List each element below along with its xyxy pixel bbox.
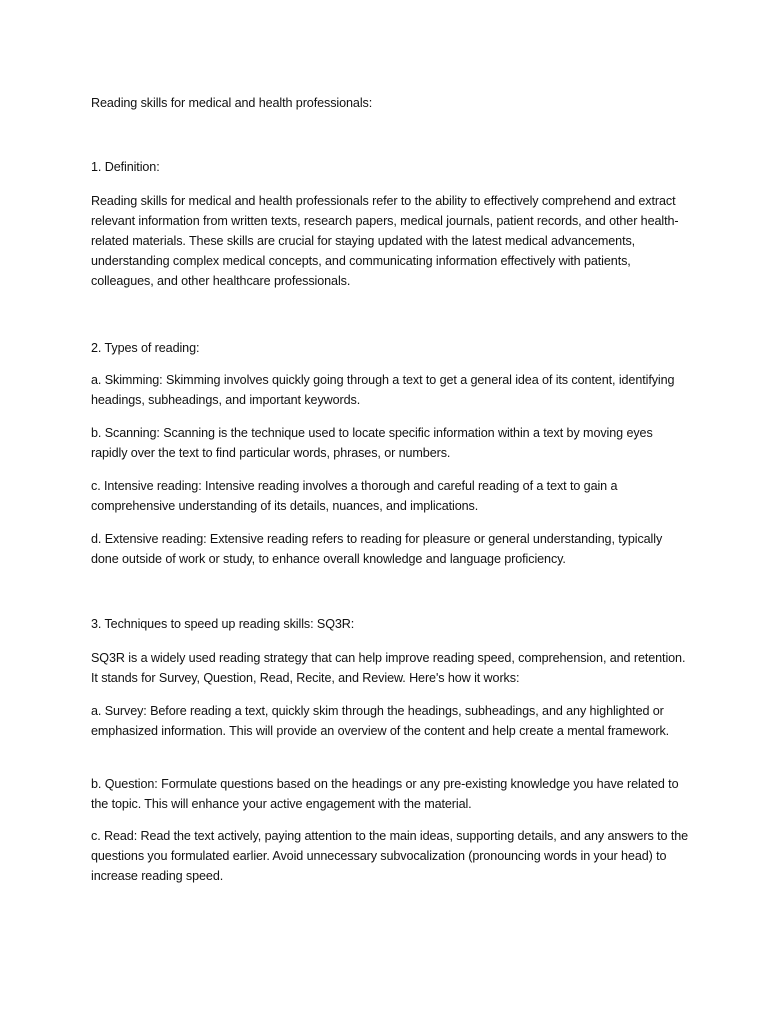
definition-paragraph: Reading skills for medical and health professionals refer to the ability to effectively comprehend and extract relevant information from written texts, research papers, medical journals, patient records, and other health-related materials. These skills are crucial for staying updated with the latest medical advancements, understanding complex medical concepts, and communicating information effectively with patients, colleagues, and other healthcare professionals. bbox=[91, 194, 679, 288]
reading-type-skimming: a. Skimming: Skimming involves quickly going through a text to get a general idea of its content, identifying headings, subheadings, and important keywords. bbox=[91, 373, 675, 407]
sq3r-intro-paragraph: SQ3R is a widely used reading strategy that can help improve reading speed, comprehension, and retention. It stands for Survey, Question, Read, Recite, and Review. Here's how it works: bbox=[91, 651, 686, 685]
sq3r-step-survey: a. Survey: Before reading a text, quickly skim through the headings, subheadings, and any highlighted or emphasized information. This will provide an overview of the content and help create a mental framework. bbox=[91, 704, 670, 738]
document-title: Reading skills for medical and health professionals: bbox=[91, 96, 373, 110]
reading-type-extensive: d. Extensive reading: Extensive reading refers to reading for pleasure or general understanding, typically done outside of work or study, to enhance overall knowledge and language proficiency. bbox=[91, 532, 663, 566]
section-heading-definition: 1. Definition: bbox=[91, 160, 160, 174]
reading-type-scanning: b. Scanning: Scanning is the technique used to locate specific information within a text by moving eyes rapidly over the text to find particular words, phrases, or numbers. bbox=[91, 426, 653, 460]
section-heading-sq3r: 3. Techniques to speed up reading skills: SQ3R: bbox=[91, 617, 355, 631]
reading-type-intensive: c. Intensive reading: Intensive reading involves a thorough and careful reading of a text to gain a comprehensive understanding of its details, nuances, and implications. bbox=[91, 479, 618, 513]
sq3r-step-question: b. Question: Formulate questions based on the headings or any pre-existing knowledge you have related to the topic. This will enhance your active engagement with the material. bbox=[91, 777, 679, 811]
sq3r-step-read: c. Read: Read the text actively, paying attention to the main ideas, supporting details, and any answers to the questions you formulated earlier. Avoid unnecessary subvocalization (pronouncing words in your head) to increase reading speed. bbox=[91, 829, 689, 883]
section-heading-types-of-reading: 2. Types of reading: bbox=[91, 341, 200, 355]
